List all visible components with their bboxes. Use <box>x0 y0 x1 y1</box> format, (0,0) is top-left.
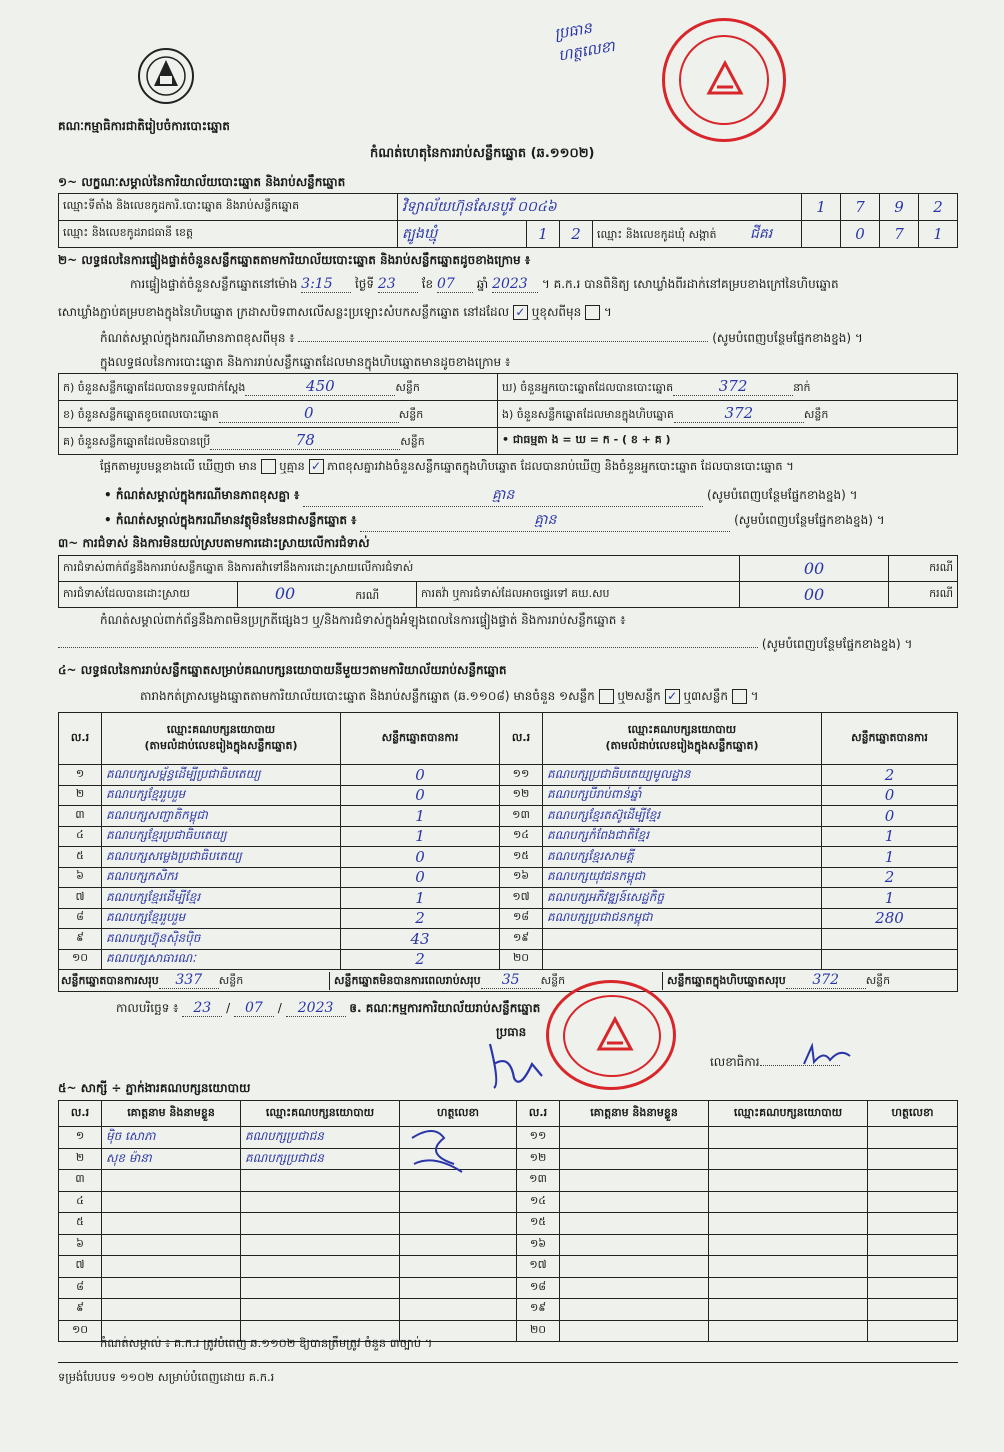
party-no: ៣ <box>59 806 102 827</box>
party-no: ១ <box>59 765 102 786</box>
transferred-objections-value: 00 <box>740 582 889 608</box>
witness-party <box>241 1299 400 1321</box>
witness-no: ១៨ <box>517 1277 560 1299</box>
witness-signature <box>868 1170 958 1192</box>
secretary-signature <box>800 1040 860 1073</box>
witness-row <box>59 1256 958 1278</box>
party-name: គណបក្សកសិករ <box>102 867 341 888</box>
changed-checkbox[interactable] <box>585 305 600 320</box>
witness-party <box>709 1320 868 1342</box>
party-votes: 1 <box>341 888 500 909</box>
total-valid-cell: សន្លឹកឆ្នោតបានការសរុប 337 សន្លឹក <box>59 972 330 990</box>
witness-party <box>709 1299 868 1321</box>
party-no: ៤ <box>59 826 102 847</box>
row1-code-4: 2 <box>919 194 958 221</box>
party-results-table: ល.រ ឈ្មោះគណបក្សនយោបាយ (តាមលំដាប់លេខរៀងក្នុងសន្លឹកឆ្នោត) សន្លឹកឆ្នោតបានការ ល.រ ឈ្មោះគណបក្សនយោបាយ (តាមលំដាប់លេខរៀងក្នុងសន្លឹកឆ្នោត) សន្លឹកឆ្នោតបានការ ១ គណបក្សសម្ព័ន្ធដើម្បីប្រជាធិបតេយ្យ 0 ១១ គណបក្សប្រជាធិបតេយ្យមូលដ្ឋាន 2 ២ គណបក្សខ្មែររួបរួម 0 ១២ គណបក្សបីរាប់ពាន់ឆ្នាំ 0 ៣ គណបក្សសញ្ជាតិកម្ពុជា 1 ១៣ គណបក្សខ្មែរតស៊ូដើម្បីខ្មែរ 0 ៤ គណបក្សខ្មែរប្រជាធិបតេយ្យ 1 ១៤ គណបក្សកំពែងជាតិខ្មែរ 1 ៥ គណបក្សសម្លេងប្រជាធិបតេយ្យ 0 ១៥ គណបក្សខ្មែរសាមគ្គី 1 ៦ គណបក្សកសិករ 0 ១៦ គណបក្សយុវជនកម្ពុជា 2 ៧ គណបក្សខ្មែរដើម្បីខ្មែរ 1 ១៧ គណបក្សអភិវឌ្ឍន៍សេដ្ឋកិច្ច 1 ៨ គណបក្សខ្មែររួបរួម 2 ១៨ គណបក្សប្រជាជនកម្ពុជា 280 ៩ គណបក្សហ៊្វុនស៊ិនប៉ិច 43 ១៩ ១០ គណបក្សសាធារណៈ 2 ២០ សន្លឹកឆ្នោតបានការសរុប 337 សន្លឹក សន្លឹកឆ្នោតមិនបានការពេលរាប់សរុប 35 សន្លឹក សន្លឹកឆ្នោតក្នុងហិបឆ្នោតសរុប 372 សន្លឹក <box>58 712 958 992</box>
witness-name <box>560 1299 709 1321</box>
party-no: ១១ <box>500 765 543 786</box>
party-name <box>543 949 822 970</box>
witness-row <box>59 1127 958 1149</box>
chair-signature <box>480 1034 550 1097</box>
results-intro: ក្នុងលទ្ធផលនៃការបោះឆ្នោត និងការរាប់សន្លឹកឆ្នោតដែលមានក្នុងហិបឆ្នោតមានដូចខាងក្រោម ៖ <box>100 355 511 369</box>
witness-no: ៦ <box>59 1234 102 1256</box>
party-name: គណបក្សយុវជនកម្ពុជា <box>543 867 822 888</box>
party-no: ១៩ <box>500 929 543 950</box>
verification-line2: សោឃ្លាំងភ្ជាប់គម្របខាងក្នុងនៃហិបឆ្នោត ក្រដាសបិទពាសលើសន្លះប្រឡោះសំបកសន្លឹកឆ្នោត នៅដដែល ✓ ឬខុសពីមុន ។ <box>58 305 612 319</box>
witness-name <box>102 1191 241 1213</box>
emblem-logo <box>136 46 196 106</box>
footer-divider <box>58 1362 958 1363</box>
party-no: ១២ <box>500 785 543 806</box>
witness-party <box>241 1256 400 1278</box>
total-box-value: 372 <box>786 972 866 989</box>
witness-table: ល.រ គោត្តនាម និងនាមខ្លួន ឈ្មោះគណបក្សនយោបាយ ហត្ថលេខា ល.រ គោត្តនាម និងនាមខ្លួន ឈ្មោះគណបក្សនយោបាយ ហត្ថលេខា ១ ម៉ិច សោភា គណបក្សប្រជាជន ១១ ២ សុខ ម៉ានា គណបក្សប្រជាជន ១២ ៣ ១៣ ៤ ១៤ ៥ ១៥ ៦ ១៦ ៧ ១៧ ៨ ១៨ ៩ ១៩ ១០ ២០ <box>58 1100 958 1342</box>
party-name: គណបក្សខ្មែរតស៊ូដើម្បីខ្មែរ <box>543 806 822 827</box>
party-row <box>59 847 958 868</box>
party-name <box>543 929 822 950</box>
witness-no: ១ <box>59 1127 102 1149</box>
witness-party <box>709 1234 868 1256</box>
total-invalid-value: 35 <box>481 972 541 989</box>
section1-title: ១~ លក្ខណៈសម្គាល់នៃការិយាល័យបោះឆ្នោត និងរាប់សន្លឹកឆ្នោត <box>58 175 346 189</box>
witness-no: ១៦ <box>517 1234 560 1256</box>
witness-no: ៣ <box>59 1170 102 1192</box>
party-votes: 0 <box>341 867 500 888</box>
unchanged-checkbox[interactable]: ✓ <box>513 305 528 320</box>
witness-party <box>709 1191 868 1213</box>
unused-ballots-value: 78 <box>210 431 400 450</box>
official-stamp-top <box>662 18 786 142</box>
party-no: ៨ <box>59 908 102 929</box>
row2-code2-1: 0 <box>841 221 880 248</box>
witness-signature <box>868 1213 958 1235</box>
row2-code-2: 2 <box>560 221 593 248</box>
witness-no: ១២ <box>517 1148 560 1170</box>
witness-name: សុខ ម៉ានា <box>102 1148 241 1170</box>
discrepancy-line: ផ្អែកតាមរូបមន្តខាងលើ ឃើញថា មាន ឬគ្មាន ✓ ភាពខុសគ្នារវាងចំនួនសន្លឹកឆ្នោតក្នុងហិបឆ្នោត ដែលបានរាប់ឃើញ និងចំនួនអ្នកបោះឆ្នោត ដែលបានបោះឆ្នោត ។ <box>100 459 794 473</box>
party-votes: 2 <box>822 867 958 888</box>
party-no: ៥ <box>59 847 102 868</box>
party-name: គណបក្សអភិវឌ្ឍន៍សេដ្ឋកិច្ច <box>543 888 822 909</box>
witness-no: ១៤ <box>517 1191 560 1213</box>
party-name: គណបក្សសម្ព័ន្ធដើម្បីប្រជាធិបតេយ្យ <box>102 765 341 786</box>
witness-no: ៧ <box>59 1256 102 1278</box>
date-year: 2023 <box>286 1000 346 1017</box>
tally-sheet-count: តារាងកត់ត្រាសម្លេងឆ្នោតតាមការិយាល័យបោះឆ្នោត និងរាប់សន្លឹកឆ្នោត (ឆ.១១០៨) មានចំនួន ១សន្លឹក ឬ២សន្លឹក ✓ ឬ៣សន្លឹក ។ <box>140 689 759 703</box>
secretary-line: លេខាធិការ <box>710 1054 840 1072</box>
row1-code-3: 9 <box>880 194 919 221</box>
two-sheet-checkbox[interactable]: ✓ <box>665 689 680 704</box>
chair-label: ប្រធាន <box>496 1025 527 1039</box>
one-sheet-checkbox[interactable] <box>599 689 614 704</box>
party-row <box>59 867 958 888</box>
day-value: 23 <box>378 276 418 293</box>
party-votes: 280 <box>822 908 958 929</box>
party-no: ៩ <box>59 929 102 950</box>
party-votes <box>822 949 958 970</box>
total-box-cell: សន្លឹកឆ្នោតក្នុងហិបឆ្នោតសរុប 372 សន្លឹក <box>667 971 891 988</box>
witness-row <box>59 1234 958 1256</box>
row1-value: វិទ្យាល័យហ៊ុនសែនបូរី ០០៤៦ <box>398 194 802 221</box>
witness-no: ១៣ <box>517 1170 560 1192</box>
witness-signature <box>400 1299 517 1321</box>
witness-row <box>59 1299 958 1321</box>
witness-name <box>102 1234 241 1256</box>
party-no: ៧ <box>59 888 102 909</box>
date-month: 07 <box>234 1000 274 1017</box>
row2-code2-3: 1 <box>919 221 958 248</box>
witness-party <box>241 1234 400 1256</box>
discrepancy-note: • កំណត់សម្គាល់ក្នុងករណីមានភាពខុសគ្នា ៖ គ្មាន (សូមបំពេញបន្ថែមផ្នែកខាងខ្នង) ។ <box>104 485 964 507</box>
footer-text: ទម្រង់បែបបទ ១១០២ សម្រាប់បំពេញដោយ គ.ក.រ <box>58 1370 275 1384</box>
month-value: 07 <box>437 276 473 293</box>
party-name: គណបក្សខ្មែររួបរួម <box>102 908 341 929</box>
witness-party: គណបក្សប្រជាជន <box>241 1127 400 1149</box>
party-votes: 1 <box>822 826 958 847</box>
committee-name: គណៈកម្មាធិការជាតិរៀបចំការបោះឆ្នោត <box>58 119 230 133</box>
witness-signatures <box>404 1124 474 1187</box>
party-row <box>59 765 958 786</box>
date-day: 23 <box>182 1000 222 1017</box>
witness-party <box>709 1127 868 1149</box>
received-ballots-value: 450 <box>245 377 395 396</box>
witness-no: ២០ <box>517 1320 560 1342</box>
party-votes: 0 <box>341 847 500 868</box>
witness-name <box>102 1170 241 1192</box>
witness-row <box>59 1148 958 1170</box>
witness-name <box>560 1213 709 1235</box>
witness-party <box>709 1277 868 1299</box>
witness-no: ២ <box>59 1148 102 1170</box>
party-name: គណបក្សសញ្ជាតិកម្ពុជា <box>102 806 341 827</box>
party-no: ១៨ <box>500 908 543 929</box>
party-votes: 0 <box>822 785 958 806</box>
witness-name <box>560 1234 709 1256</box>
handwritten-note-top: ប្រធាន ហត្ថលេខា <box>552 18 617 65</box>
party-votes: 43 <box>341 929 500 950</box>
irregularity-line: (សូមបំពេញបន្ថែមផ្នែកខាងខ្នង) ។ <box>58 636 958 654</box>
footnote: កំណត់សម្គាល់ ៖ គ.ក.រ ត្រូវបំពេញ ឆ.១១០២ ឱ្យបានត្រឹមត្រូវ ចំនួន ៣ច្បាប់ ។ <box>100 1336 433 1350</box>
witness-signature <box>868 1277 958 1299</box>
witness-name <box>560 1127 709 1149</box>
witness-signature <box>400 1256 517 1278</box>
section2-title: ២~ លទ្ធផលនៃការផ្ទៀងផ្ទាត់ចំនួនសន្លឹកឆ្នោតតាមការិយាល័យបោះឆ្នោត និងរាប់សន្លឹកឆ្នោតដូចខាងក្រោម ៖ <box>58 253 531 267</box>
ballots-in-box-value: 372 <box>674 404 804 423</box>
party-row <box>59 826 958 847</box>
has-discrepancy-checkbox[interactable] <box>261 459 276 474</box>
witness-no: ១៧ <box>517 1256 560 1278</box>
party-name: គណបក្សកំពែងជាតិខ្មែរ <box>543 826 822 847</box>
year-value: 2023 <box>492 276 538 293</box>
witness-name: ម៉ិច សោភា <box>102 1127 241 1149</box>
party-no: ១០ <box>59 949 102 970</box>
change-note-line: កំណត់សម្គាល់ក្នុងករណីមានភាពខុសពីមុន ៖ (សូមបំពេញបន្ថែមផ្នែកខាងខ្នង) ។ <box>100 331 863 345</box>
witness-name <box>102 1299 241 1321</box>
document-title: កំណត់ហេតុនៃការរាប់សន្លឹកឆ្នោត (ឆ.១១០២) <box>370 146 595 161</box>
row2-value: ត្បូងឃ្មុំ <box>398 221 527 248</box>
witness-no: ១១ <box>517 1127 560 1149</box>
party-votes: 0 <box>822 806 958 827</box>
party-name: គណបក្សសម្លេងប្រជាធិបតេយ្យ <box>102 847 341 868</box>
witness-name <box>560 1277 709 1299</box>
witness-party <box>241 1213 400 1235</box>
party-no: ១៧ <box>500 888 543 909</box>
witness-row <box>59 1277 958 1299</box>
ballot-count-table: ក) ចំនួនសន្លឹកឆ្នោតដែលបានទទួលជាក់ស្តែង 450 សន្លឹក ឃ) ចំនួនអ្នកបោះឆ្នោតដែលបានបោះឆ្នោត 372 នាក់ ខ) ចំនួនសន្លឹកឆ្នោតខូចពេលបោះឆ្នោត 0 សន្លឹក ង) ចំនួនសន្លឹកឆ្នោតដែលមានក្នុងហិបឆ្នោត 372 សន្លឹក គ) ចំនួនសន្លឹកឆ្នោតដែលមិនបានប្រើ 78 សន្លឹក • ជាធម្មតា ង = ឃ = ក - ( ខ + គ ) <box>58 373 958 455</box>
witness-name <box>560 1170 709 1192</box>
party-name: គណបក្សហ៊្វុនស៊ិនប៉ិច <box>102 929 341 950</box>
spoiled-ballots-value: 0 <box>219 404 399 423</box>
party-votes: 1 <box>822 888 958 909</box>
witness-party <box>709 1148 868 1170</box>
row2-code2-2: 7 <box>880 221 919 248</box>
party-votes: 0 <box>341 765 500 786</box>
party-no: ១៤ <box>500 826 543 847</box>
party-name: គណបក្សខ្មែរសាមគ្គី <box>543 847 822 868</box>
no-discrepancy-checkbox[interactable]: ✓ <box>309 459 324 474</box>
witness-signature <box>868 1256 958 1278</box>
witness-signature <box>868 1234 958 1256</box>
witness-party <box>241 1277 400 1299</box>
party-votes: 0 <box>341 785 500 806</box>
party-name: គណបក្សខ្មែរដើម្បីខ្មែរ <box>102 888 341 909</box>
party-no: ៦ <box>59 867 102 888</box>
witness-no: ១៥ <box>517 1213 560 1235</box>
party-name: គណបក្សប្រជាធិបតេយ្យមូលដ្ឋាន <box>543 765 822 786</box>
witness-signature <box>400 1191 517 1213</box>
party-row <box>59 806 958 827</box>
witness-signature <box>868 1320 958 1342</box>
witness-no: ៨ <box>59 1277 102 1299</box>
witness-name <box>560 1191 709 1213</box>
party-no: ១៣ <box>500 806 543 827</box>
row1-code-2: 7 <box>841 194 880 221</box>
witness-party <box>709 1170 868 1192</box>
witness-signature <box>400 1277 517 1299</box>
witness-party: គណបក្សប្រជាជន <box>241 1148 400 1170</box>
row2-label: ឈ្មោះ និងលេខកូដរាជធានី ខេត្ត <box>59 221 398 248</box>
row1-code-1: 1 <box>802 194 841 221</box>
party-no: ១៦ <box>500 867 543 888</box>
formula: • ជាធម្មតា ង = ឃ = ក - ( ខ + គ ) <box>498 428 958 455</box>
witness-name <box>102 1277 241 1299</box>
party-row <box>59 949 958 970</box>
witness-signature <box>400 1234 517 1256</box>
row2-code-1: 1 <box>527 221 560 248</box>
party-votes: 1 <box>341 806 500 827</box>
section5-title: ៥~ សាក្សី ÷ ភ្នាក់ងារគណបក្សនយោបាយ <box>58 1081 251 1095</box>
section1-table <box>58 193 958 248</box>
party-name: គណបក្សសាធារណៈ <box>102 949 341 970</box>
witness-signature <box>868 1127 958 1149</box>
witness-name <box>102 1213 241 1235</box>
section4-title: ៤~ លទ្ធផលនៃការរាប់សន្លឹកឆ្នោតសម្រាប់គណបក្សនយោបាយនីមួយៗតាមការិយាល័យរាប់សន្លឹកឆ្នោត <box>58 663 507 677</box>
party-name: គណបក្សប្រជាជនកម្ពុជា <box>543 908 822 929</box>
objections-value: 00 <box>740 556 889 582</box>
objections-table: ការជំទាស់ពាក់ព័ន្ធនឹងការរាប់សន្លឹកឆ្នោត និងការតវ៉ាទៅនឹងការដោះស្រាយលើការជំទាស់ 00 ករណី ការជំទាស់ដែលបានដោះស្រាយ 00 ករណី ការតវ៉ា ឬការជំទាស់ដែលអាចផ្ទេរទៅ គឃ.សប 00 ករណី <box>58 555 958 608</box>
witness-party <box>709 1256 868 1278</box>
party-votes: 1 <box>822 847 958 868</box>
witness-no: ៤ <box>59 1191 102 1213</box>
witness-no: ១០ <box>59 1320 102 1342</box>
witness-name <box>560 1148 709 1170</box>
witness-signature <box>868 1148 958 1170</box>
official-stamp-bottom <box>546 980 676 1090</box>
voters-value: 372 <box>673 377 793 396</box>
resolved-objections-value: 00 ករណី <box>238 582 417 608</box>
row2-label2: ឈ្មោះ និងលេខកូដឃុំ សង្កាត់ ជីគរ <box>593 221 802 248</box>
time-value: 3:15 <box>301 276 351 293</box>
witness-party <box>709 1213 868 1235</box>
witness-party <box>241 1191 400 1213</box>
total-valid-value: 337 <box>159 972 219 989</box>
witness-row <box>59 1170 958 1192</box>
row1-label: ឈ្មោះទីតាំង និងលេខកូដការិ.បោះឆ្នោត និងរាប់សន្លឹកឆ្នោត <box>59 194 398 221</box>
party-votes: 2 <box>341 949 500 970</box>
section3-title: ៣~ ការជំទាស់ និងការមិនយល់ស្របតាមការដោះស្រាយលើការជំទាស់ <box>58 536 370 550</box>
witness-signature <box>868 1191 958 1213</box>
party-name: គណបក្សខ្មែរប្រជាធិបតេយ្យ <box>102 826 341 847</box>
foreign-object-note: • កំណត់សម្គាល់ក្នុងករណីមានវត្ថុមិនមែនជាសន្លឹកឆ្នោត ៖ គ្មាន (សូមបំពេញបន្ថែមផ្នែកខាងខ្នង) ។ <box>104 510 964 532</box>
party-votes <box>822 929 958 950</box>
party-no: ២ <box>59 785 102 806</box>
party-row <box>59 785 958 806</box>
witness-no: ១៩ <box>517 1299 560 1321</box>
party-row <box>59 888 958 909</box>
party-votes: 2 <box>341 908 500 929</box>
witness-name <box>560 1256 709 1278</box>
date-line: កាលបរិច្ឆេទ ៖ 23 / 07 / 2023 ឲ. គណៈកម្មការការិយាល័យរាប់សន្លឹកឆ្នោត <box>116 1000 541 1016</box>
witness-name <box>560 1320 709 1342</box>
party-no: ២០ <box>500 949 543 970</box>
total-invalid-cell: សន្លឹកឆ្នោតមិនបានការពេលរាប់សរុប 35 សន្លឹក <box>330 972 663 990</box>
witness-row <box>59 1213 958 1235</box>
party-row <box>59 908 958 929</box>
witness-row <box>59 1191 958 1213</box>
party-votes: 1 <box>341 826 500 847</box>
party-name: គណបក្សបីរាប់ពាន់ឆ្នាំ <box>543 785 822 806</box>
verification-line1: ការផ្ទៀងផ្ទាត់ចំនួនសន្លឹកឆ្នោតនៅម៉ោង 3:15 ថ្ងៃទី 23 ខែ 07 ឆ្នាំ 2023 ។ គ.ក.រ បានពិនិត្យ សោឃ្លាំងពីរដាក់នៅគម្របខាងក្រៅនៃហិបឆ្នោត <box>130 276 839 292</box>
witness-name <box>102 1256 241 1278</box>
party-no: ១៥ <box>500 847 543 868</box>
party-votes: 2 <box>822 765 958 786</box>
irregularity-note: កំណត់សម្គាល់ពាក់ព័ន្ធនឹងភាពមិនប្រក្រតីផ្សេងៗ ឬ/និងការជំទាស់ក្នុងអំឡុងពេលនៃការផ្ទៀងផ្ទាត់ និងការរាប់សន្លឹកឆ្នោត ៖ <box>100 613 626 627</box>
witness-signature <box>868 1299 958 1321</box>
witness-signature <box>400 1213 517 1235</box>
witness-no: ៥ <box>59 1213 102 1235</box>
party-name: គណបក្សខ្មែររួបរួម <box>102 785 341 806</box>
three-sheet-checkbox[interactable] <box>732 689 747 704</box>
witness-party <box>241 1170 400 1192</box>
witness-no: ៩ <box>59 1299 102 1321</box>
party-row <box>59 929 958 950</box>
